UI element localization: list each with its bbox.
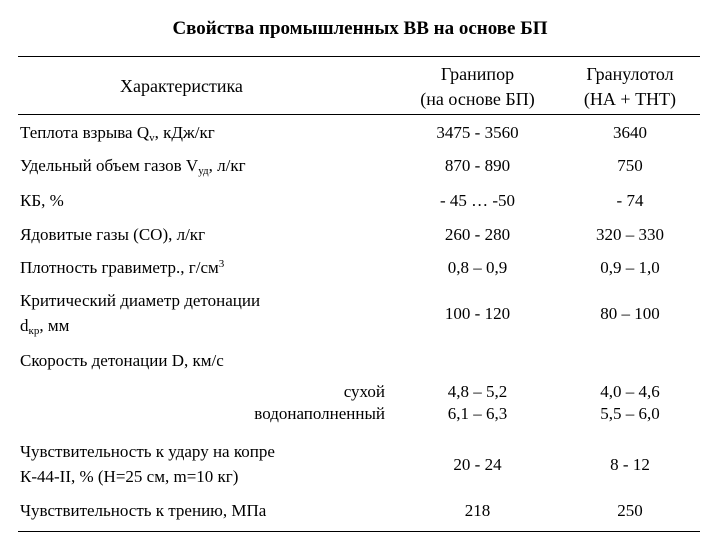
row-value-granipor: 3475 - 3560 (436, 123, 519, 142)
row-label-toxic-gases: Ядовитые газы (СО), л/кг (20, 225, 206, 244)
row-value-granulotol: 3640 (613, 123, 647, 142)
header-granulotol-line2: (НА + ТНТ) (583, 89, 677, 109)
row-value-granipor: - 45 … -50 (439, 191, 516, 210)
table-title: Свойства промышленных ВВ на основе БП (172, 18, 548, 39)
row-value-granulotol: 750 (617, 156, 643, 175)
row-label-oxygen-balance: КБ, % (20, 191, 64, 210)
row-value-granipor: 218 (464, 501, 491, 520)
row-label-detonation-speed: Скорость детонации D, км/с (20, 351, 224, 370)
row-value-granulotol: 250 (617, 501, 643, 520)
rule-header (18, 114, 700, 115)
row-value-granipor: 0,8 – 0,9 (447, 258, 508, 277)
row-label-critical-diameter: Критический диаметр детонации (20, 291, 261, 310)
row-value-granipor: 100 - 120 (444, 304, 511, 323)
header-granulotol-line1: Гранулотол (586, 64, 674, 84)
row-value-granulotol-dry: 4,0 – 4,6 (600, 382, 660, 401)
rule-bottom (18, 531, 700, 532)
row-label-impact-sensitivity: Чувствительность к удару на копре (20, 442, 275, 461)
row-value-granipor: 260 - 280 (444, 225, 511, 244)
row-value-granipor: 870 - 890 (444, 156, 511, 175)
row-label-friction-sensitivity: Чувствительность к трению, МПа (20, 501, 267, 520)
row-value-granulotol: 320 – 330 (596, 225, 664, 244)
row-label-gas-volume: Удельный объем газов $V_{уд}$, л/кг (20, 156, 246, 177)
row-value-granulotol: 8 - 12 (610, 455, 650, 474)
row-label-impact-sensitivity-cond: К-44-II, % (Н=25 см, m=10 кг) (20, 467, 239, 486)
row-value-granulotol-water: 5,5 – 6,0 (600, 404, 660, 423)
row-sublabel-water-filled: водонаполненный (254, 404, 385, 423)
row-value-granulotol: 0,9 – 1,0 (600, 258, 660, 277)
rule-top (18, 56, 700, 57)
header-granipor-line2: (на основе БП) (420, 89, 535, 109)
row-value-granipor-dry: 4,8 – 5,2 (447, 382, 508, 401)
row-value-granipor: 20 - 24 (453, 455, 502, 474)
row-value-granulotol: - 74 (616, 191, 644, 210)
row-label-critical-diameter-unit: $d_{кр}$, мм (20, 316, 70, 337)
row-value-granulotol: 80 – 100 (600, 304, 660, 323)
header-granipor-line1: Гранипор (440, 64, 515, 84)
row-label-heat: Теплота взрыва $Q_v$, кДж/кг (20, 123, 215, 144)
row-label-density: Плотность гравиметр., $г/см^3$ (20, 258, 225, 277)
row-sublabel-dry: сухой (343, 382, 385, 401)
row-value-granipor-water: 6,1 – 6,3 (447, 404, 508, 423)
header-characteristic: Характеристика (120, 76, 243, 96)
